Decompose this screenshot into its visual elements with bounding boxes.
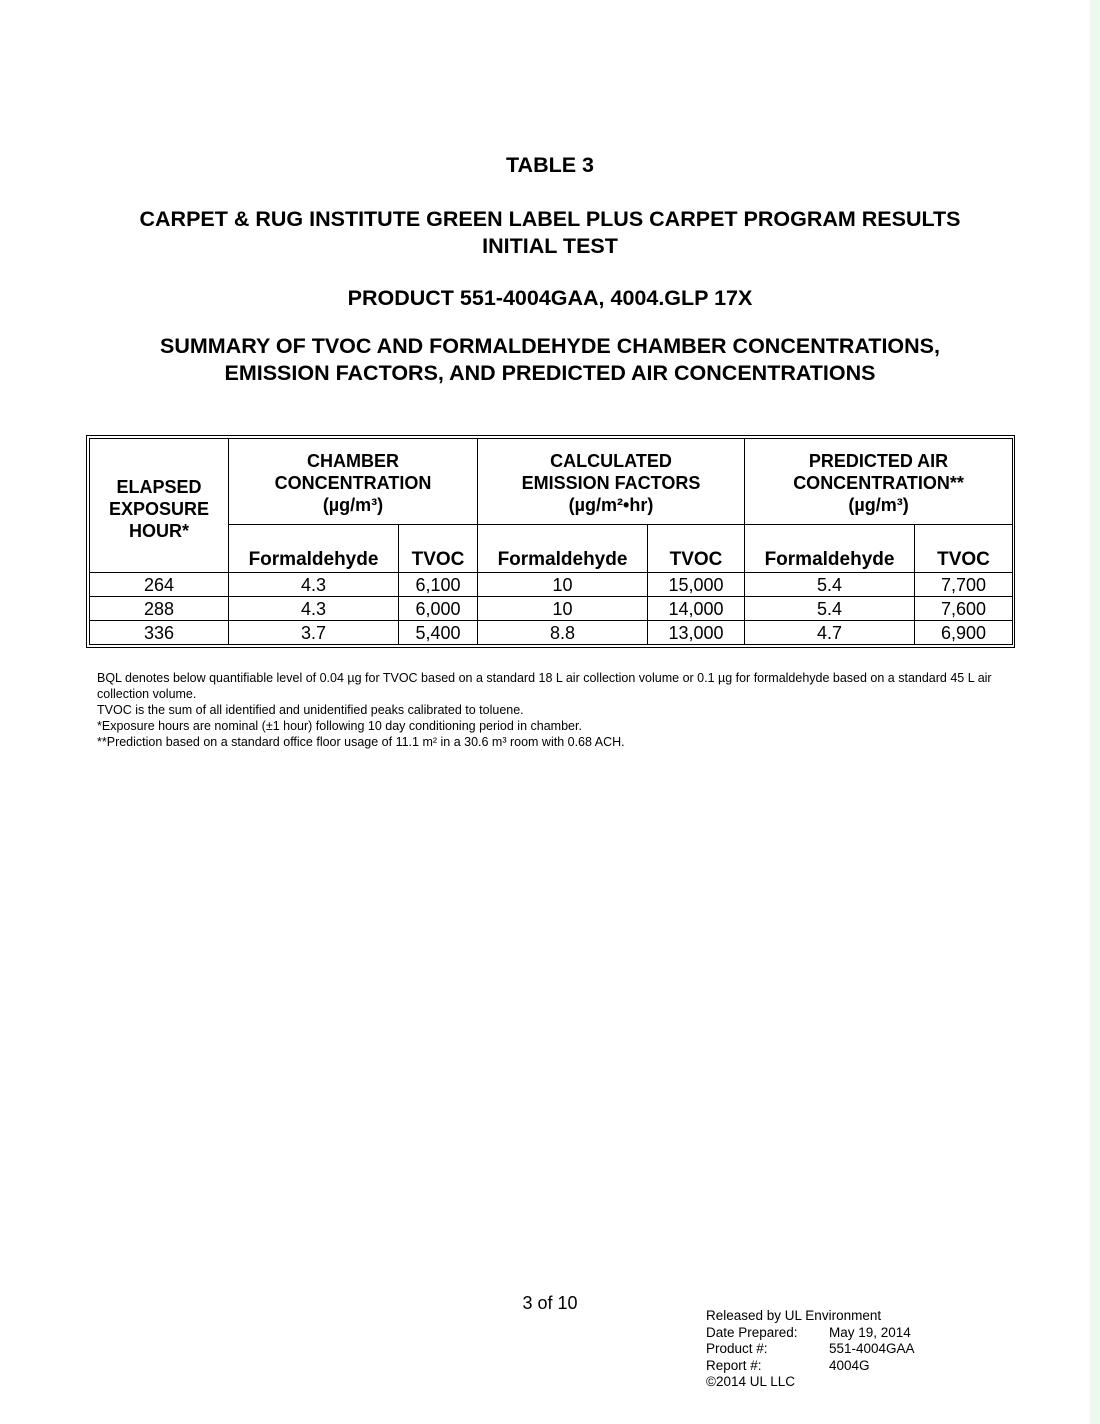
- table-cell: 7,700: [915, 573, 1013, 597]
- footer-value: May 19, 2014: [829, 1324, 911, 1340]
- sub-header-tvoc: TVOC: [648, 525, 745, 573]
- table-cell: 6,900: [915, 621, 1013, 645]
- release-footer: [706, 1308, 915, 1391]
- note-tvoc: TVOC is the sum of all identified and unidentified peaks calibrated to toluene.: [97, 703, 524, 717]
- elapsed-header-line: HOUR*: [128, 520, 189, 541]
- footer-date-row: [706, 1325, 915, 1342]
- group-header-line: CONCENTRATION**: [793, 473, 964, 493]
- table-cell: 5.4: [745, 573, 915, 597]
- program-title-line-1: CARPET & RUG INSTITUTE GREEN LABEL PLUS CARPET PROGRAM RESULTS: [139, 207, 961, 231]
- table-cell: 10: [478, 573, 648, 597]
- page-number: 3 of 10: [522, 1293, 578, 1313]
- table-cell: 4.7: [745, 621, 915, 645]
- results-table-frame: [86, 435, 1015, 648]
- elapsed-hour-cell: 264: [90, 573, 229, 597]
- sub-header-formaldehyde: Formaldehyde: [478, 525, 648, 573]
- group-header-line: CALCULATED: [550, 451, 672, 471]
- sub-header-formaldehyde: Formaldehyde: [229, 525, 399, 573]
- table-row: [90, 573, 1013, 597]
- table-cell: 5.4: [745, 597, 915, 621]
- table-cell: 4.3: [229, 597, 399, 621]
- emission-factors-header: [478, 439, 745, 525]
- elapsed-hour-cell: 336: [90, 621, 229, 645]
- table-cell: 8.8: [478, 621, 648, 645]
- table-cell: 10: [478, 597, 648, 621]
- copyright: ©2014 UL LLC: [706, 1374, 796, 1389]
- table-cell: 13,000: [648, 621, 745, 645]
- table-cell: 14,000: [648, 597, 745, 621]
- footer-product-row: [706, 1341, 915, 1358]
- table-cell: 15,000: [648, 573, 745, 597]
- group-header-line: PREDICTED AIR: [808, 451, 949, 471]
- table-title: TABLE 3: [506, 153, 594, 177]
- sub-header-tvoc: TVOC: [915, 525, 1013, 573]
- table-row: [90, 621, 1013, 645]
- table-cell: 5,400: [399, 621, 478, 645]
- product-title: PRODUCT 551-4004GAA, 4004.GLP 17X: [347, 286, 753, 310]
- summary-title-line-2: EMISSION FACTORS, AND PREDICTED AIR CONCENTRATIONS: [224, 361, 876, 385]
- group-header-unit: (µg/m³): [322, 495, 384, 515]
- table-cell: 7,600: [915, 597, 1013, 621]
- footer-value: 4004G: [829, 1357, 870, 1373]
- table-cell: 4.3: [229, 573, 399, 597]
- footer-label: Product #:: [706, 1341, 768, 1356]
- predicted-air-header: [745, 439, 1013, 525]
- note-exposure-hours: *Exposure hours are nominal (±1 hour) following 10 day conditioning period in chamber.: [97, 719, 582, 733]
- table-cell: 6,100: [399, 573, 478, 597]
- group-header-unit: (µg/m²•hr): [568, 495, 654, 515]
- elapsed-header-line: ELAPSED: [116, 476, 202, 497]
- results-table: [89, 438, 1013, 645]
- elapsed-header-line: EXPOSURE: [108, 498, 210, 519]
- elapsed-exposure-header: [90, 439, 229, 573]
- program-title-line-2: INITIAL TEST: [482, 234, 618, 258]
- table-notes: [97, 670, 997, 750]
- table-row: [90, 597, 1013, 621]
- note-bql: BQL denotes below quantifiable level of 0.04 µg for TVOC based on a standard 18 L air collection volume or 0.1 µg for formaldehyde based on a standard 45 L air collection volume.: [97, 671, 992, 701]
- summary-title-line-1: SUMMARY OF TVOC AND FORMALDEHYDE CHAMBER CONCENTRATIONS,: [160, 334, 940, 358]
- sub-header-row: [90, 525, 1013, 573]
- group-header-line: CHAMBER: [307, 451, 399, 471]
- footer-report-row: [706, 1358, 915, 1375]
- note-prediction: **Prediction based on a standard office floor usage of 11.1 m² in a 30.6 m³ room with 0.68 ACH.: [97, 735, 625, 749]
- table-cell: 3.7: [229, 621, 399, 645]
- group-header-row: [90, 439, 1013, 525]
- chamber-concentration-header: [229, 439, 478, 525]
- footer-value: 551-4004GAA: [829, 1341, 915, 1356]
- group-header-line: EMISSION FACTORS: [521, 473, 701, 493]
- sub-header-formaldehyde: Formaldehyde: [745, 525, 915, 573]
- released-by: Released by UL Environment: [706, 1308, 882, 1323]
- footer-label: Date Prepared:: [706, 1324, 798, 1340]
- footer-label: Report #:: [706, 1357, 762, 1373]
- sub-header-tvoc: TVOC: [399, 525, 478, 573]
- elapsed-hour-cell: 288: [90, 597, 229, 621]
- table-cell: 6,000: [399, 597, 478, 621]
- group-header-unit: (µg/m³): [848, 495, 909, 515]
- group-header-line: CONCENTRATION: [274, 473, 432, 493]
